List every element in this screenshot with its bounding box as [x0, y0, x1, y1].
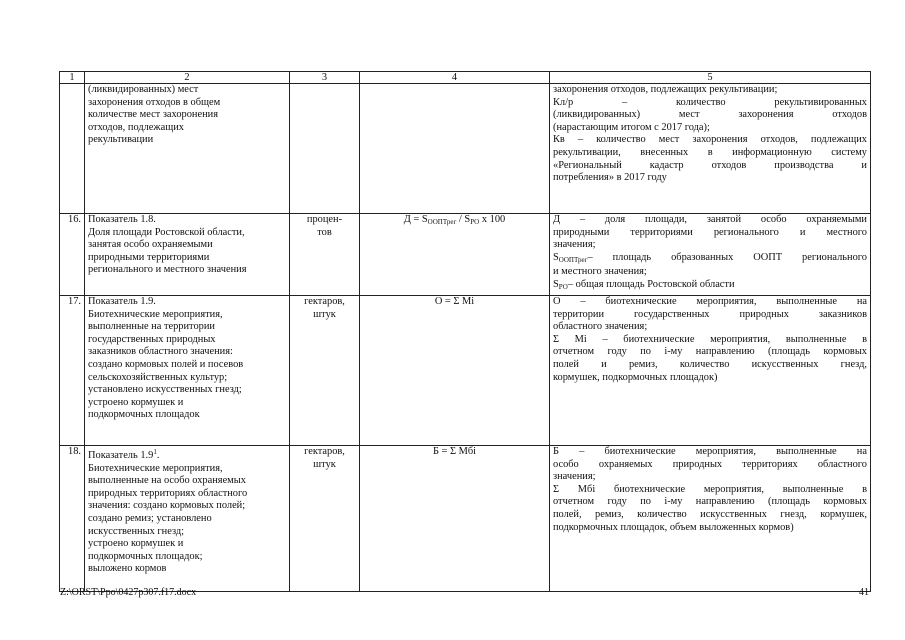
row-number: 17.: [60, 296, 85, 446]
indicator-line: количестве мест захоронения: [88, 109, 218, 121]
unit-cell: [290, 84, 360, 214]
description-line: отчетном году по i-му направлению (площадь кормовых: [553, 496, 867, 508]
indicator-line: сельскохозяйственных культур;: [88, 371, 228, 383]
description-line: Д – доля площади, занятой особо охраняемыми: [553, 214, 867, 225]
unit-line: гектаров,: [304, 446, 345, 457]
table-row-17: [60, 296, 871, 446]
unit-line: тов: [317, 226, 332, 238]
formula-part: x 100: [479, 214, 506, 225]
indicator-line: государственных природных: [88, 333, 216, 345]
description-line: особо охраняемых природных территориях областного: [553, 458, 867, 470]
header-col-2: 2: [85, 72, 290, 84]
indicator-line: создано ремиз; установлено: [88, 512, 212, 524]
description-line: Σ Мбi биотехнические мероприятия, выполненные в: [553, 483, 867, 495]
indicator-line: занятая особо охраняемыми: [88, 239, 213, 251]
indicator-line: природными территориями: [88, 251, 210, 263]
description-line: Кл/р – количество рекультивированных: [553, 96, 867, 108]
indicator-name-cell: [85, 214, 290, 296]
description-line: областного значения;: [553, 321, 648, 333]
formula-cell: [360, 214, 550, 296]
indicator-superscript: 1: [153, 448, 157, 456]
description-line: захоронения отходов, подлежащих рекультивации;: [553, 84, 778, 95]
indicator-line: выложено кормов: [88, 563, 167, 575]
indicator-name-cell: [85, 296, 290, 446]
formula-cell: Б = Σ Мбi: [360, 446, 550, 592]
header-col-4: 4: [360, 72, 550, 84]
description-text: – общая площадь Ростовской области: [567, 278, 735, 290]
indicator-line: Доля площади Ростовской области,: [88, 226, 245, 238]
indicator-title: Показатель 1.9: [88, 450, 154, 461]
description-line: О – биотехнические мероприятия, выполненные на: [553, 296, 867, 307]
indicator-line: (ликвидированных) мест: [88, 84, 199, 95]
description-cell: [550, 446, 871, 592]
indicator-line: значения: создано кормовых полей;: [88, 500, 246, 512]
description-line: Σ Мi – биотехнические мероприятия, выполненные в: [553, 333, 867, 345]
table-header-row: [60, 72, 871, 84]
row-number: 16.: [60, 214, 85, 296]
indicators-table: [59, 71, 871, 592]
description-text: – площадь образованных ООПТ регионального: [587, 251, 867, 263]
indicator-line: регионального и местного значения: [88, 264, 247, 276]
header-col-5: 5: [550, 72, 871, 84]
symbol-subscript: ООПТрег: [558, 255, 588, 264]
description-line: Б – биотехнические мероприятия, выполненные на: [553, 446, 867, 457]
description-cell: [550, 84, 871, 214]
description-line: (нарастающим итогом с 2017 года);: [553, 121, 710, 133]
indicator-name-cell: [85, 84, 290, 214]
indicator-line: подкормочных площадок;: [88, 550, 203, 562]
description-line: Кв – количество мест захоронения отходов, подлежащих: [553, 134, 867, 146]
table-row-18: [60, 446, 871, 592]
row-number-cell: [60, 84, 85, 214]
table-row-continuation: [60, 84, 871, 214]
footer-file-path: Z:\ORST\Ppo\0427p307.f17.docx: [60, 587, 197, 598]
indicator-line: выполненные на территории: [88, 321, 215, 333]
description-cell: [550, 214, 871, 296]
formula-subscript: ООПТрег: [427, 218, 457, 226]
indicator-name-cell: [85, 446, 290, 592]
description-cell: [550, 296, 871, 446]
indicator-line: Показатель 1.8.: [88, 214, 156, 225]
indicator-line: устроено кормушек и: [88, 538, 184, 550]
description-line: рекультивации, внесенных в информационную систему: [553, 146, 867, 158]
indicator-line: Показатель 1.9.: [88, 296, 156, 307]
description-line: «Региональный кадастр отходов производства и: [553, 159, 867, 171]
indicator-line: рекультивации: [88, 134, 154, 146]
indicator-line: Биотехнические мероприятия,: [88, 462, 223, 474]
unit-cell: [290, 446, 360, 592]
indicator-line: искусственных гнезд;: [88, 525, 185, 537]
indicator-title-line: [88, 446, 286, 463]
description-line: кормушек, подкормочных площадок): [553, 371, 718, 383]
unit-cell: [290, 214, 360, 296]
indicator-line: захоронения отходов в общем: [88, 96, 221, 108]
indicator-line: отходов, подлежащих: [88, 121, 184, 133]
description-line: природными территориями регионального и местного: [553, 226, 867, 238]
description-line: полей, ремиз, количество искусственных гнезд, кормушек,: [553, 508, 867, 520]
header-col-3: 3: [290, 72, 360, 84]
description-line: потребления» в 2017 году: [553, 172, 667, 184]
unit-line: процен-: [306, 214, 343, 225]
header-col-1: 1: [60, 72, 85, 84]
symbol-text: S: [553, 278, 559, 290]
description-line: (ликвидированных) мест захоронения отходов: [553, 109, 867, 121]
indicator-line: устроено кормушек и: [88, 396, 184, 408]
unit-line: штук: [313, 308, 336, 320]
indicator-title-end: .: [156, 450, 160, 461]
row-number: 18.: [60, 446, 85, 592]
indicator-line: Биотехнические мероприятия,: [88, 308, 223, 320]
indicator-line: подкормочных площадок: [88, 409, 200, 421]
formula-cell: [360, 84, 550, 214]
footer-page-number: 41: [859, 587, 869, 598]
symbol-subscript: РО: [558, 282, 568, 291]
formula-cell: О = Σ Мi: [360, 296, 550, 446]
unit-cell: [290, 296, 360, 446]
indicator-line: создано кормовых полей и посевов: [88, 358, 244, 370]
indicator-line: заказников областного значения:: [88, 346, 233, 358]
formula-part: / S: [456, 214, 471, 225]
formula-subscript: РО: [470, 218, 480, 226]
unit-line: гектаров,: [304, 296, 345, 307]
indicator-line: выполненные на особо охраняемых: [88, 475, 246, 487]
formula-part: Д = S: [403, 214, 428, 225]
symbol-text: S: [553, 251, 559, 263]
indicator-line: установлено искусственных гнезд;: [88, 384, 242, 396]
description-line: [553, 252, 867, 267]
description-line: значения;: [553, 239, 596, 251]
description-line: подкормочных площадок, объем выложенных кормов): [553, 521, 794, 533]
indicator-line: природных территориях областного: [88, 487, 248, 499]
description-line: территории государственных природных заказников: [553, 308, 867, 320]
description-line: отчетном году по i-му направлению (площадь кормовых: [553, 346, 867, 358]
description-line: полей и ремиз, количество искусственных гнезд,: [553, 358, 867, 370]
description-line: и местного значения;: [553, 266, 647, 278]
description-line: значения;: [553, 471, 596, 483]
table-row-16: [60, 214, 871, 296]
unit-line: штук: [313, 458, 336, 470]
description-line: [553, 279, 867, 294]
